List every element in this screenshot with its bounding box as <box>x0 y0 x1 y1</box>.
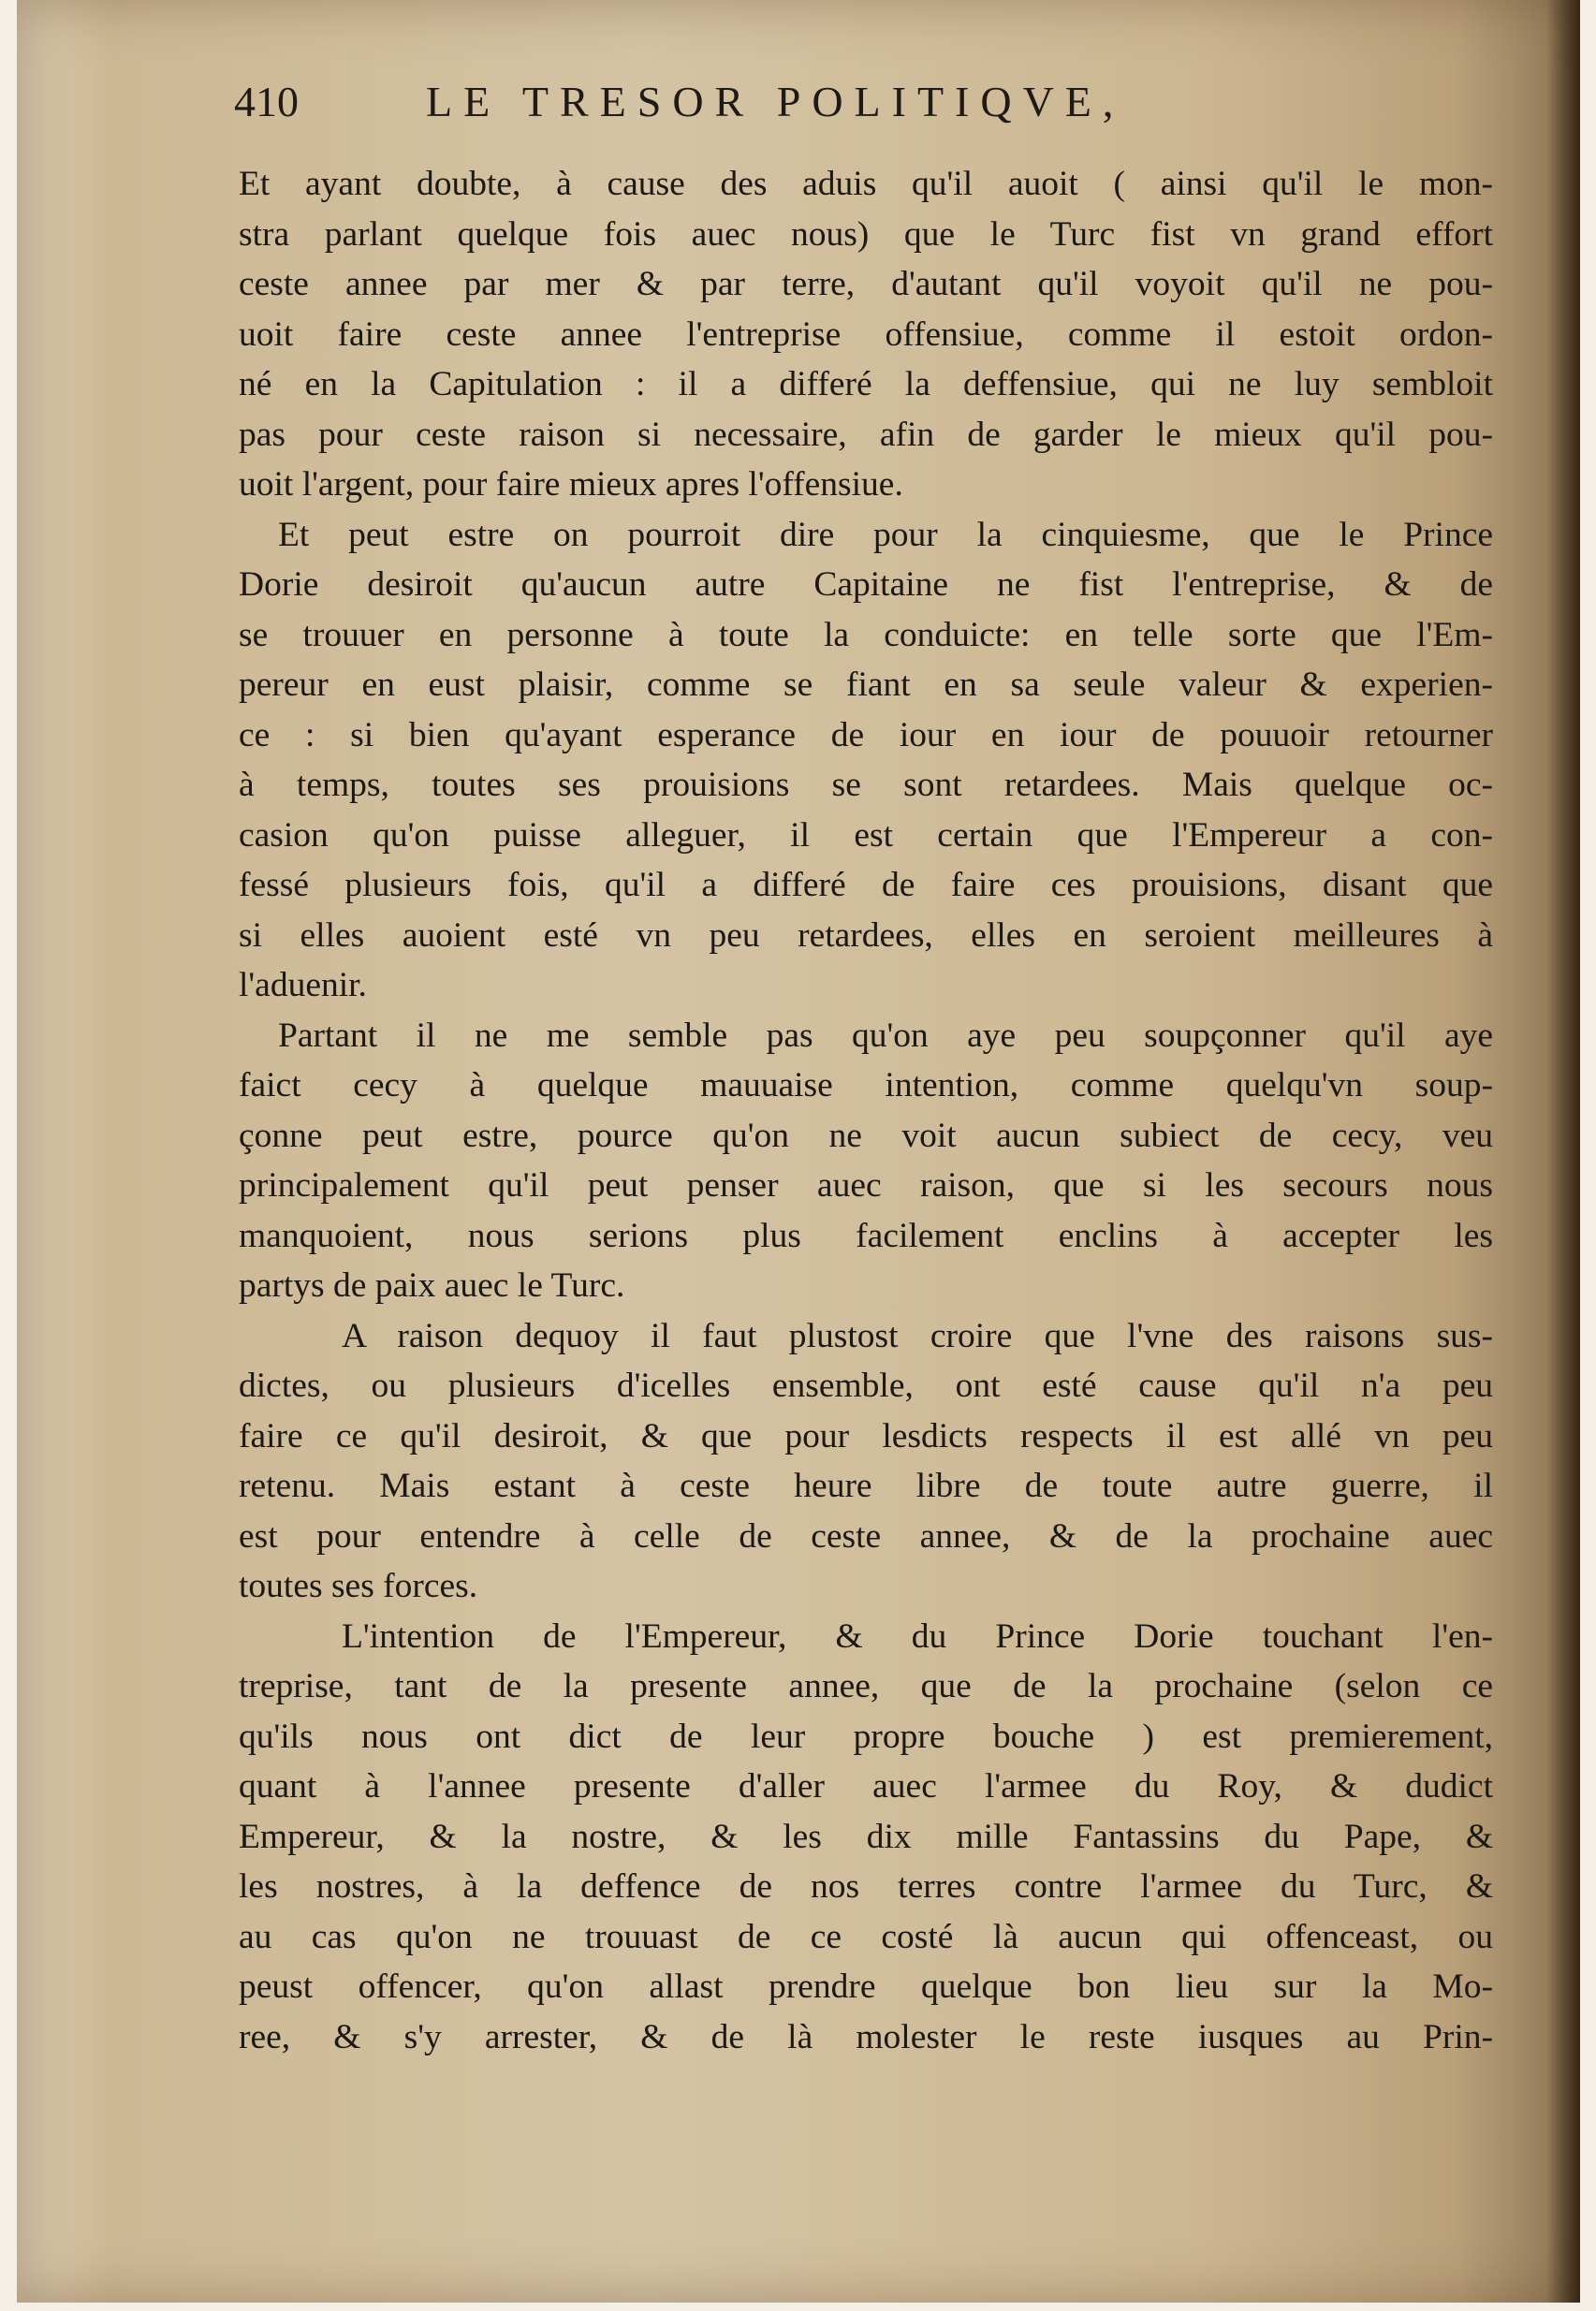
running-title: LE TRESOR POLITIQVE, <box>426 78 1125 125</box>
text-line: casion qu'on puisse alleguer, il est certain que l'Empereur a con- <box>239 815 1493 855</box>
text-line: principalement qu'il peut penser auec raison, que si les secours nous <box>239 1166 1493 1205</box>
text-line: est pour entendre à celle de ceste annee, & de la prochaine auec <box>239 1516 1493 1556</box>
text-line: fessé plusieurs fois, qu'il a differé de faire ces prouisions, disant que <box>239 866 1493 904</box>
text-line: uoit faire ceste annee l'entreprise offensiue, comme il estoit ordon- <box>239 314 1493 354</box>
text-line: manquoient, nous serions plus facilement enclins à accepter les <box>239 1216 1493 1255</box>
text-line: stra parlant quelque fois auec nous) que le Turc fist vn grand effort <box>239 214 1493 254</box>
book-spine-shadow <box>1546 0 1580 2303</box>
text-line: partys de paix auec le Turc. <box>239 1266 625 1305</box>
text-line: treprise, tant de la presente annee, que de la prochaine (selon ce <box>239 1667 1493 1705</box>
text-line: çonne peut estre, pource qu'on ne voit aucun subiect de cecy, veu <box>239 1116 1493 1155</box>
text-line: si elles auoient esté vn peu retardees, elles en seroient meilleures à <box>239 915 1493 955</box>
text-line: à temps, toutes ses prouisions se sont retardees. Mais quelque oc- <box>239 766 1493 804</box>
text-line: ceste annee par mer & par terre, d'autant qu'il voyoit qu'il ne pou- <box>239 265 1493 303</box>
text-line: se trouuer en personne à toute la conduicte: en telle sorte que l'Em- <box>239 615 1493 654</box>
text-line: Et peut estre on pourroit dire pour la cinquiesme, que le Prince <box>278 515 1493 554</box>
text-line: Empereur, & la nostre, & les dix mille Fantassins du Pape, & <box>239 1817 1493 1856</box>
text-line: faire ce qu'il desiroit, & que pour lesdicts respects il est allé vn peu <box>239 1416 1493 1455</box>
text-line: quant à l'annee presente d'aller auec l'armee du Roy, & dudict <box>239 1767 1493 1806</box>
body-text <box>239 159 1493 2062</box>
page-number: 410 <box>234 78 299 125</box>
page-header <box>234 77 1460 142</box>
text-line: au cas qu'on ne trouuast de ce costé là aucun qui offenceast, ou <box>239 1917 1493 1956</box>
text-line: faict cecy à quelque mauuaise intention, comme quelqu'vn soup- <box>239 1066 1493 1104</box>
text-line: qu'ils nous ont dict de leur propre bouche ) est premierement, <box>239 1717 1493 1756</box>
text-line: L'intention de l'Empereur, & du Prince Dorie touchant l'en- <box>342 1616 1493 1656</box>
text-line: ce : si bien qu'ayant esperance de iour en iour de pouuoir retourner <box>239 715 1493 754</box>
text-line: Dorie desiroit qu'aucun autre Capitaine ne fist l'entreprise, & de <box>239 565 1493 604</box>
text-line: pas pour ceste raison si necessaire, afin de garder le mieux qu'il pou- <box>239 415 1493 454</box>
text-line: uoit l'argent, pour faire mieux apres l'offensiue. <box>239 465 903 504</box>
text-line: l'aduenir. <box>239 966 367 1004</box>
text-line: retenu. Mais estant à ceste heure libre de toute autre guerre, il <box>239 1467 1493 1505</box>
text-line: Partant il ne me semble pas qu'on aye peu soupçonner qu'il aye <box>278 1016 1493 1055</box>
text-line: né en la Capitulation : il a differé la deffensiue, qui ne luy sembloit <box>239 365 1493 403</box>
text-line: toutes ses forces. <box>239 1567 478 1605</box>
text-line: ree, & s'y arrester, & de là molester le reste iusques au Prin- <box>239 2017 1493 2056</box>
text-line: pereur en eust plaisir, comme se fiant en sa seule valeur & experien- <box>239 666 1493 704</box>
text-line: peust offencer, qu'on allast prendre quelque bon lieu sur la Mo- <box>239 1967 1493 2006</box>
text-line: dictes, ou plusieurs d'icelles ensemble, ont esté cause qu'il n'a peu <box>239 1367 1493 1405</box>
text-line: Et ayant doubte, à cause des aduis qu'il auoit ( ainsi qu'il le mon- <box>239 165 1493 203</box>
text-line: les nostres, à la deffence de nos terres contre l'armee du Turc, & <box>239 1867 1493 1906</box>
text-line: A raison dequoy il faut plustost croire que l'vne des raisons sus- <box>342 1316 1493 1355</box>
